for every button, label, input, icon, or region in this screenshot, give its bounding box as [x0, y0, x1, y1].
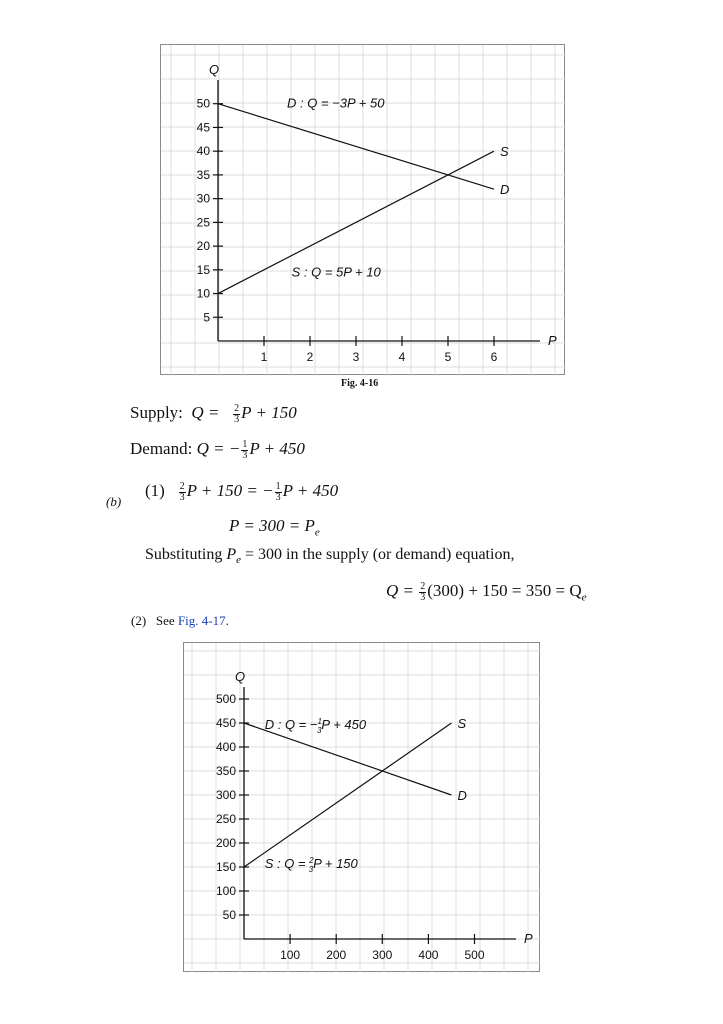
figure-4-17 — [183, 642, 540, 972]
y-tick-label: 40 — [196, 144, 210, 159]
y-tick-label: 400 — [215, 740, 236, 754]
y-tick-label: 30 — [196, 191, 210, 206]
grid — [184, 643, 541, 973]
supply-fraction: $\frac{2}{3}$ — [234, 402, 240, 425]
demand-end-label: D — [500, 182, 510, 198]
x-tick-label: 2 — [306, 350, 314, 364]
figure-4-16 — [160, 44, 565, 375]
figure-4-16-chart — [161, 45, 566, 376]
x-tick-label: 100 — [280, 948, 301, 962]
y-tick-label: 10 — [196, 286, 210, 301]
x-tick-label: 1 — [260, 350, 268, 364]
substituting-line: Substituting $P_e = 300$ in the supply (or demand) equation, — [145, 546, 515, 567]
demand-line — [244, 723, 451, 795]
supply-equation: Supply: Q = $\frac{2}{3}$ P + 150 — [130, 402, 297, 425]
y-tick-label: 150 — [215, 860, 236, 874]
step-1-equation: (1) $\frac{2}{3}$ P + 150 = − $\frac{1}{3}$ P + 450 — [145, 480, 339, 503]
quantity-result: Q = $\frac{2}{3}$ $(300) + 150 = 350 = Q_e$ — [386, 580, 587, 604]
demand-equation-label: D : Q = −3P + 50 — [287, 95, 385, 111]
demand-end-label: D — [457, 788, 467, 803]
y-tick-label: 45 — [196, 120, 210, 135]
y-tick-label: 100 — [215, 884, 236, 898]
y-axis-label: Q — [234, 669, 246, 684]
part-b-label: (b) — [106, 494, 122, 509]
fig-4-17-link[interactable]: Fig. 4-17 — [177, 613, 226, 628]
y-tick-label: 5 — [203, 310, 210, 325]
demand-equation-label: D : Q = −$^1$ 3P + 450 — [264, 717, 367, 736]
x-tick-label: 4 — [398, 350, 406, 364]
demand-equation: Demand: Q = − $\frac{1}{3}$ P + 450 — [130, 438, 305, 461]
y-tick-label: 500 — [215, 692, 236, 706]
y-tick-label: 35 — [196, 167, 210, 182]
supply-end-label: S — [500, 144, 509, 160]
x-axis-label: P — [548, 333, 557, 348]
supply-end-label: S — [457, 716, 467, 731]
x-tick-label: 300 — [372, 948, 393, 962]
y-tick-label: 300 — [215, 788, 236, 802]
y-tick-label: 200 — [215, 836, 236, 850]
x-tick-label: 6 — [490, 350, 498, 364]
demand-fraction: $\frac{1}{3}$ — [242, 438, 248, 461]
supply-equation-label: S : Q = $^2$ 3P + 150 — [264, 855, 358, 874]
y-tick-label: 20 — [196, 239, 210, 254]
supply-equation-label: S : Q = 5P + 10 — [291, 264, 381, 280]
y-tick-label: 350 — [215, 764, 236, 778]
x-tick-label: 200 — [326, 948, 347, 962]
step-2-line: (2) See Fig. 4-17. — [131, 613, 229, 628]
y-tick-label: 15 — [196, 262, 210, 277]
price-result: $P = 300 = P_e$ — [229, 516, 320, 539]
y-axis-label: Q — [208, 62, 220, 77]
figure-4-17-chart — [184, 643, 541, 973]
y-tick-label: 450 — [215, 716, 236, 730]
y-tick-label: 50 — [222, 908, 236, 922]
y-tick-label: 250 — [215, 812, 236, 826]
y-tick-label: 50 — [196, 96, 210, 111]
x-axis-label: P — [524, 931, 533, 946]
x-tick-label: 500 — [464, 948, 485, 962]
x-tick-label: 3 — [352, 350, 360, 364]
demand-line — [218, 104, 494, 189]
x-tick-label: 5 — [444, 350, 452, 364]
figure-4-16-caption: Fig. 4-16 — [341, 378, 379, 389]
x-tick-label: 400 — [418, 948, 439, 962]
y-tick-label: 25 — [196, 215, 210, 230]
